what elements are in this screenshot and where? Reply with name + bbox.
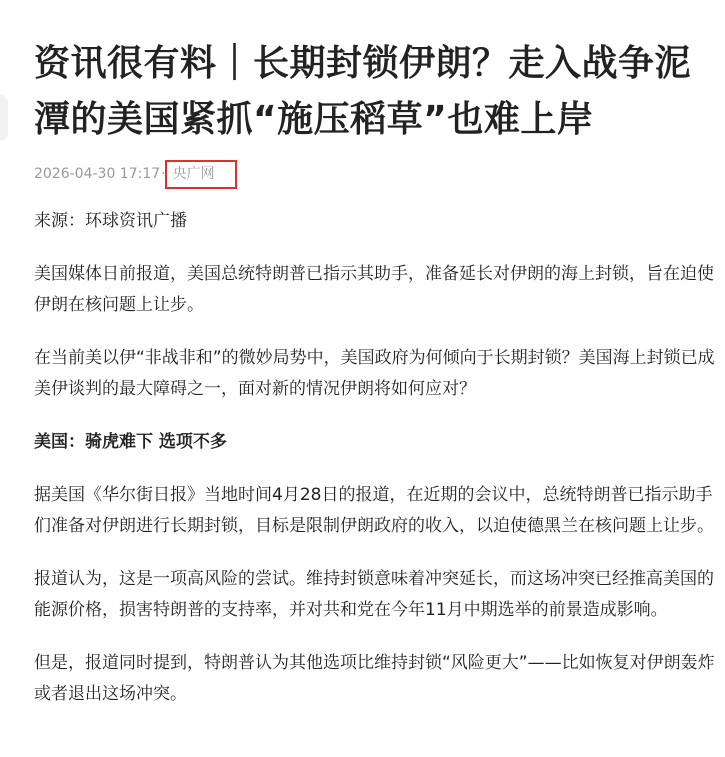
article-body — [34, 206, 718, 710]
meta-separator: · — [161, 166, 166, 182]
publish-datetime: 2026-04-30 17:17 — [34, 166, 161, 182]
article — [34, 0, 718, 732]
paragraph: 美国媒体日前报道，美国总统特朗普已指示其助手，准备延长对伊朗的海上封锁，旨在迫使伊朗在核问题上让步。 — [34, 264, 714, 315]
source-link[interactable]: 央广网 — [165, 160, 237, 189]
paragraph-source: 来源：环球资讯广播 — [34, 211, 187, 231]
paragraph: 据美国《华尔街日报》当地时间4月28日的报道，在近期的会议中，总统特朗普已指示助手们准备对伊朗进行长期封锁，目标是限制伊朗政府的收入，以迫使德黑兰在核问题上让步。 — [34, 485, 714, 536]
side-scroll-handle — [0, 95, 8, 141]
section-heading: 美国：骑虎难下 选项不多 — [34, 432, 227, 452]
article-title: 资讯很有料｜长期封锁伊朗？走入战争泥潭的美国紧抓“施压稻草”也难上岸 — [34, 43, 692, 140]
article-meta — [34, 162, 718, 186]
paragraph: 报道认为，这是一项高风险的尝试。维持封锁意味着冲突延长，而这场冲突已经推高美国的能源价格，损害特朗普的支持率，并对共和党在今年11月中期选举的前景造成影响。 — [34, 569, 714, 620]
paragraph: 但是，报道同时提到，特朗普认为其他选项比维持封锁“风险更大”——比如恢复对伊朗轰炸或者退出这场冲突。 — [34, 653, 715, 704]
paragraph: 在当前美以伊“非战非和”的微妙局势中，美国政府为何倾向于长期封锁？美国海上封锁已成美伊谈判的最大障碍之一，面对新的情况伊朗将如何应对？ — [34, 348, 715, 399]
